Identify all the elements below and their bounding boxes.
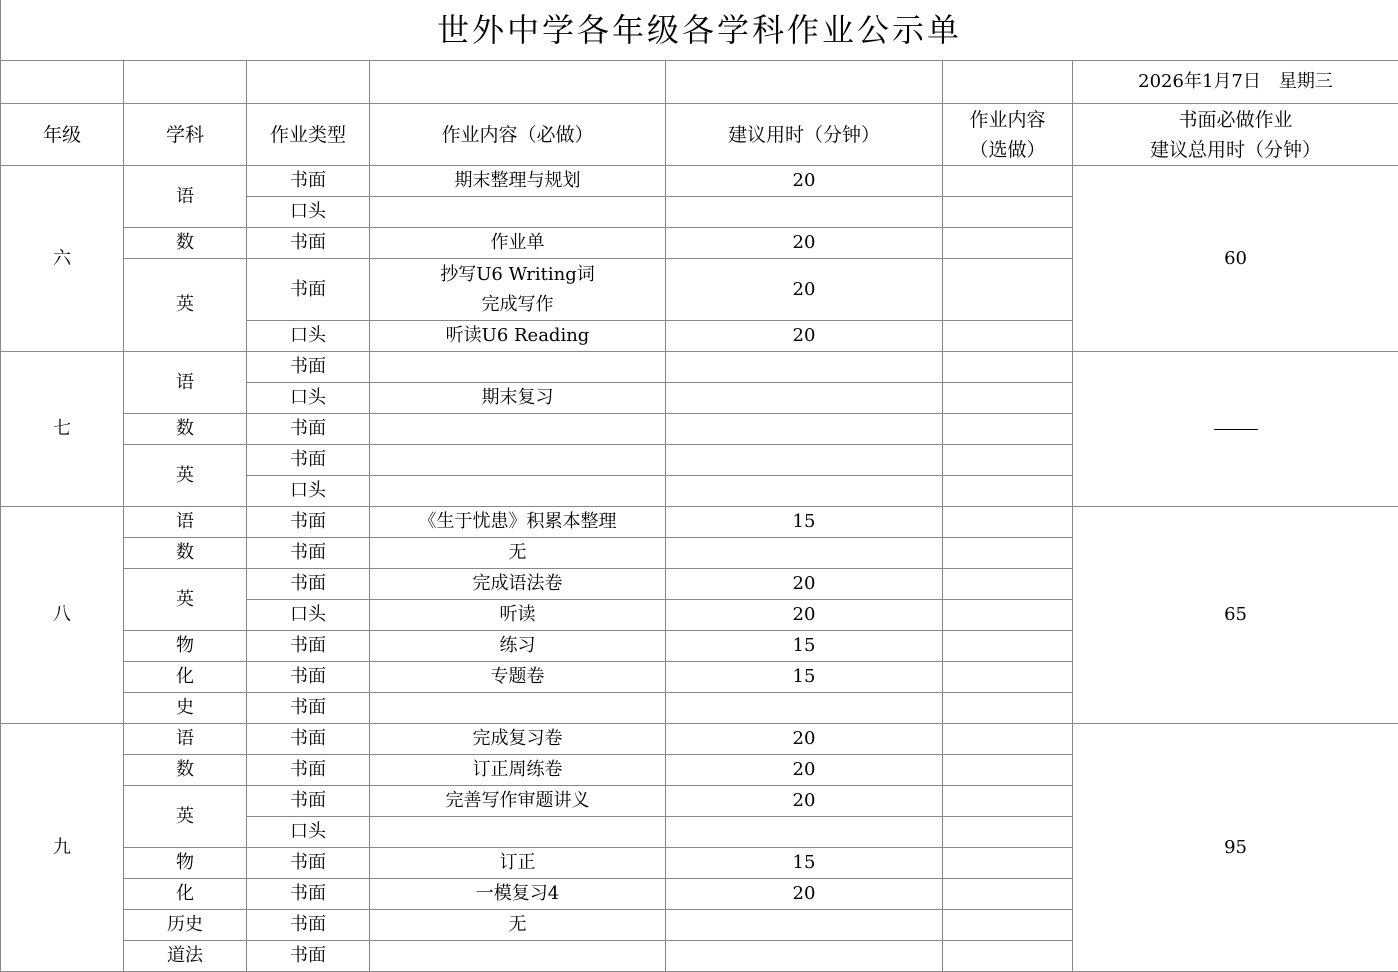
type-cell: 口头 [247, 321, 370, 352]
grade-cell: 九 [1, 724, 124, 972]
type-cell: 书面 [247, 941, 370, 972]
optional-cell [943, 755, 1073, 786]
total-time-cell: 60 [1073, 166, 1398, 352]
table-row [1, 166, 1398, 197]
subject-cell: 英 [124, 569, 247, 631]
time-cell [666, 910, 943, 941]
content-cell [370, 445, 666, 476]
content-cell: 无 [370, 538, 666, 569]
time-cell: 20 [666, 228, 943, 259]
subject-cell: 化 [124, 662, 247, 693]
total-time-cell [1073, 352, 1398, 507]
header-time: 建议用时（分钟） [666, 104, 943, 166]
type-cell: 书面 [247, 879, 370, 910]
subject-cell: 道法 [124, 941, 247, 972]
time-cell [666, 817, 943, 848]
time-cell: 20 [666, 569, 943, 600]
time-cell: 15 [666, 848, 943, 879]
page-title: 世外中学各年级各学科作业公示单 [1, 0, 1398, 61]
content-cell [370, 352, 666, 383]
type-cell: 书面 [247, 507, 370, 538]
type-cell: 书面 [247, 786, 370, 817]
header-content: 作业内容（必做） [370, 104, 666, 166]
type-cell: 口头 [247, 197, 370, 228]
time-cell: 20 [666, 879, 943, 910]
header-row [1, 104, 1398, 166]
time-cell: 20 [666, 259, 943, 321]
content-cell: 无 [370, 910, 666, 941]
time-cell [666, 476, 943, 507]
type-cell: 书面 [247, 445, 370, 476]
header-type: 作业类型 [247, 104, 370, 166]
optional-cell [943, 197, 1073, 228]
date-label: 2026年1月7日 星期三 [1073, 61, 1398, 104]
table-row [1, 352, 1398, 383]
content-cell: 听读 [370, 600, 666, 631]
optional-cell [943, 910, 1073, 941]
optional-cell [943, 879, 1073, 910]
header-optional [943, 104, 1073, 166]
title-row [1, 0, 1398, 61]
subject-cell: 历史 [124, 910, 247, 941]
time-cell [666, 197, 943, 228]
header-optional-line1: 作业内容 [969, 108, 1046, 131]
type-cell: 口头 [247, 600, 370, 631]
optional-cell [943, 259, 1073, 321]
content-cell: 期末整理与规划 [370, 166, 666, 197]
time-cell: 20 [666, 786, 943, 817]
content-cell [370, 817, 666, 848]
subject-cell: 数 [124, 755, 247, 786]
subject-cell: 语 [124, 507, 247, 538]
type-cell: 书面 [247, 631, 370, 662]
content-cell [370, 476, 666, 507]
optional-cell [943, 507, 1073, 538]
content-cell: 完善写作审题讲义 [370, 786, 666, 817]
optional-cell [943, 166, 1073, 197]
header-total-line2: 建议总用时（分钟） [1150, 138, 1322, 161]
grade-cell: 七 [1, 352, 124, 507]
subject-cell: 物 [124, 848, 247, 879]
type-cell: 书面 [247, 538, 370, 569]
total-time-cell: 65 [1073, 507, 1398, 724]
content-cell: 《生于忧患》积累本整理 [370, 507, 666, 538]
optional-cell [943, 445, 1073, 476]
optional-cell [943, 724, 1073, 755]
grade-cell: 八 [1, 507, 124, 724]
type-cell: 口头 [247, 817, 370, 848]
content-cell: 作业单 [370, 228, 666, 259]
content-line: 抄写U6 Writing词 [440, 263, 595, 285]
content-cell [370, 259, 666, 321]
subject-cell: 数 [124, 538, 247, 569]
content-cell: 完成复习卷 [370, 724, 666, 755]
content-cell [370, 693, 666, 724]
optional-cell [943, 383, 1073, 414]
type-cell: 书面 [247, 259, 370, 321]
content-cell: 订正周练卷 [370, 755, 666, 786]
type-cell: 书面 [247, 352, 370, 383]
optional-cell [943, 662, 1073, 693]
type-cell: 口头 [247, 383, 370, 414]
time-cell: 20 [666, 166, 943, 197]
optional-cell [943, 476, 1073, 507]
optional-cell [943, 600, 1073, 631]
optional-cell [943, 352, 1073, 383]
subject-cell: 物 [124, 631, 247, 662]
content-cell: 一模复习4 [370, 879, 666, 910]
type-cell: 书面 [247, 693, 370, 724]
optional-cell [943, 569, 1073, 600]
time-cell: 20 [666, 724, 943, 755]
time-cell [666, 445, 943, 476]
content-cell: 专题卷 [370, 662, 666, 693]
type-cell: 书面 [247, 569, 370, 600]
optional-cell [943, 693, 1073, 724]
time-cell [666, 352, 943, 383]
content-cell: 期末复习 [370, 383, 666, 414]
subject-cell: 数 [124, 228, 247, 259]
table-row [1, 507, 1398, 538]
table-row [1, 724, 1398, 755]
time-cell [666, 693, 943, 724]
time-cell: 20 [666, 755, 943, 786]
type-cell: 书面 [247, 166, 370, 197]
subject-cell: 史 [124, 693, 247, 724]
optional-cell [943, 321, 1073, 352]
time-cell: 15 [666, 507, 943, 538]
type-cell: 书面 [247, 848, 370, 879]
optional-cell [943, 817, 1073, 848]
time-cell [666, 383, 943, 414]
content-cell [370, 197, 666, 228]
type-cell: 书面 [247, 724, 370, 755]
type-cell: 书面 [247, 662, 370, 693]
date-row [1, 61, 1398, 104]
time-cell: 20 [666, 321, 943, 352]
optional-cell [943, 538, 1073, 569]
time-cell: 20 [666, 600, 943, 631]
optional-cell [943, 848, 1073, 879]
subject-cell: 英 [124, 445, 247, 507]
optional-cell [943, 414, 1073, 445]
header-subject: 学科 [124, 104, 247, 166]
content-cell [370, 414, 666, 445]
header-grade: 年级 [1, 104, 124, 166]
subject-cell: 化 [124, 879, 247, 910]
type-cell: 书面 [247, 228, 370, 259]
subject-cell: 数 [124, 414, 247, 445]
time-cell [666, 414, 943, 445]
content-line: 完成写作 [481, 293, 554, 315]
subject-cell: 英 [124, 786, 247, 848]
dash-mark [1214, 429, 1258, 430]
type-cell: 书面 [247, 910, 370, 941]
time-cell [666, 941, 943, 972]
type-cell: 口头 [247, 476, 370, 507]
content-cell: 听读U6 Reading [370, 321, 666, 352]
content-cell: 练习 [370, 631, 666, 662]
time-cell: 15 [666, 662, 943, 693]
subject-cell: 语 [124, 724, 247, 755]
header-total [1073, 104, 1398, 166]
subject-cell: 语 [124, 166, 247, 228]
optional-cell [943, 786, 1073, 817]
type-cell: 书面 [247, 414, 370, 445]
header-optional-line2: （选做） [969, 138, 1046, 161]
content-cell [370, 941, 666, 972]
subject-cell: 语 [124, 352, 247, 414]
optional-cell [943, 631, 1073, 662]
time-cell [666, 538, 943, 569]
type-cell: 书面 [247, 755, 370, 786]
header-total-line1: 书面必做作业 [1178, 108, 1293, 131]
subject-cell: 英 [124, 259, 247, 352]
content-cell: 完成语法卷 [370, 569, 666, 600]
total-time-cell: 95 [1073, 724, 1398, 972]
optional-cell [943, 228, 1073, 259]
time-cell: 15 [666, 631, 943, 662]
optional-cell [943, 941, 1073, 972]
content-cell: 订正 [370, 848, 666, 879]
grade-cell: 六 [1, 166, 124, 352]
